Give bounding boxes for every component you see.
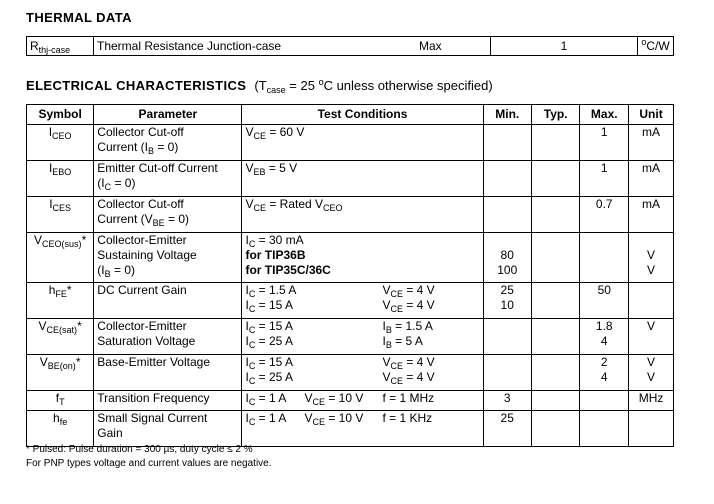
min-cell: 25 10 (483, 283, 531, 319)
min-cell: 3 (483, 391, 531, 411)
symbol-cell: $f_T$ (27, 391, 94, 411)
col-unit: Unit (629, 105, 674, 125)
conditions-cell: $I_C = 30$ mA for TIP36B for TIP35C/36C (242, 233, 483, 283)
min-cell: 80 100 (483, 233, 531, 283)
max-cell: 1.8 4 (580, 319, 629, 355)
parameter-cell: Collector-Emitter Saturation Voltage (94, 319, 242, 355)
unit-cell: V V (629, 355, 674, 391)
parameter-cell: Collector Cut-off Current $(I_B = 0)$ (94, 125, 242, 161)
table-row (27, 233, 674, 283)
symbol-cell: $I_{CEO}$ (27, 125, 94, 161)
table-row (27, 411, 674, 447)
conditions-cell: $I_C = 1$ A $V_{CE} = 10$ V f = 1 KHz (242, 411, 483, 447)
conditions-note: ($T_{case} = 25$ $^o$C unless otherwise specified) (254, 77, 493, 95)
unit-cell (629, 411, 674, 447)
unit-cell (629, 283, 674, 319)
typ-cell (531, 125, 579, 161)
min-cell (483, 161, 531, 197)
conditions-cell: $V_{CE}$ = Rated $V_{CEO}$ (242, 197, 483, 233)
typ-cell (531, 391, 579, 411)
symbol-cell: $I_{CES}$ (27, 197, 94, 233)
thermal-data-title: THERMAL DATA (26, 10, 132, 25)
symbol-cell: $V_{CEO(sus)}*$ (27, 233, 94, 283)
symbol-cell: $h_{fe}$ (27, 411, 94, 447)
col-parameter: Parameter (94, 105, 242, 125)
col-typ: Typ. (531, 105, 579, 125)
symbol-cell: $I_{EBO}$ (27, 161, 94, 197)
electrical-characteristics-title: ELECTRICAL CHARACTERISTICS ($T_{case} = 25$ $^o$C unless otherwise specified) (26, 77, 493, 95)
min-cell (483, 197, 531, 233)
max-cell: 0.7 (580, 197, 629, 233)
col-symbol: Symbol (27, 105, 94, 125)
parameter-cell: Collector-Emitter Sustaining Voltage $(I_B = 0)$ (94, 233, 242, 283)
footnote-pnp: For PNP types voltage and current values are negative. (26, 458, 272, 469)
max-cell: 2 4 (580, 355, 629, 391)
table-row (27, 197, 674, 233)
min-cell: 25 (483, 411, 531, 447)
symbol-cell: $V_{CE(sat)}*$ (27, 319, 94, 355)
conditions-cell: $V_{EB} = 5$ V (242, 161, 483, 197)
parameter-cell: Emitter Cut-off Current $(I_C = 0)$ (94, 161, 242, 197)
conditions-cell: $I_C = 15$ A $V_{CE} = 4$ V $I_C = 25$ A $V_{CE} = 4$ V (242, 355, 483, 391)
max-cell: 50 (580, 283, 629, 319)
thermal-data-table (26, 36, 674, 56)
typ-cell (531, 411, 579, 447)
max-cell: 1 (580, 161, 629, 197)
electrical-characteristics-table (26, 104, 674, 447)
col-conditions: Test Conditions (242, 105, 483, 125)
conditions-cell: $V_{CE} = 60$ V (242, 125, 483, 161)
footnote-pulsed: * Pulsed: Pulse duration = 300 µs, duty cycle ≤ 2 % (26, 444, 253, 455)
typ-cell (531, 283, 579, 319)
parameter-cell: Transition Frequency (94, 391, 242, 411)
col-max: Max. (580, 105, 629, 125)
unit-cell: MHz (629, 391, 674, 411)
max-cell (580, 411, 629, 447)
table-row (27, 355, 674, 391)
min-cell (483, 319, 531, 355)
typ-cell (531, 319, 579, 355)
unit-cell: mA (629, 197, 674, 233)
unit-cell: V V (629, 233, 674, 283)
min-cell (483, 125, 531, 161)
typ-cell (531, 233, 579, 283)
col-min: Min. (483, 105, 531, 125)
qualifier: Max (419, 39, 442, 53)
conditions-cell: $I_C = 1$ A $V_{CE} = 10$ V f = 1 MHz (242, 391, 483, 411)
table-row (27, 283, 674, 319)
unit-cell: $^o$C/W (638, 37, 674, 56)
max-cell: 1 (580, 125, 629, 161)
typ-cell (531, 161, 579, 197)
parameter-cell: Thermal Resistance Junction-case Max (94, 37, 491, 56)
table-row (27, 161, 674, 197)
parameter-cell: Small Signal Current Gain (94, 411, 242, 447)
unit-cell: mA (629, 125, 674, 161)
symbol-cell: $h_{FE}*$ (27, 283, 94, 319)
min-cell (483, 355, 531, 391)
parameter-cell: Collector Cut-off Current $(V_{BE} = 0)$ (94, 197, 242, 233)
table-row (27, 37, 674, 56)
max-cell (580, 233, 629, 283)
table-row (27, 391, 674, 411)
conditions-cell: $I_C = 15$ A $I_B = 1.5$ A $I_C = 25$ A $I_B = 5$ A (242, 319, 483, 355)
table-row (27, 125, 674, 161)
typ-cell (531, 355, 579, 391)
typ-cell (531, 197, 579, 233)
parameter-cell: DC Current Gain (94, 283, 242, 319)
table-row (27, 319, 674, 355)
value-cell: 1 (491, 37, 638, 56)
parameter-cell: Base-Emitter Voltage (94, 355, 242, 391)
unit-cell: V (629, 319, 674, 355)
max-cell (580, 391, 629, 411)
unit-cell: mA (629, 161, 674, 197)
symbol-cell: $R_{thj-case}$ (27, 37, 94, 56)
header-row (27, 105, 674, 125)
conditions-cell: $I_C = 1.5$ A $V_{CE} = 4$ V $I_C = 15$ A $V_{CE} = 4$ V (242, 283, 483, 319)
symbol-cell: $V_{BE(on)}*$ (27, 355, 94, 391)
